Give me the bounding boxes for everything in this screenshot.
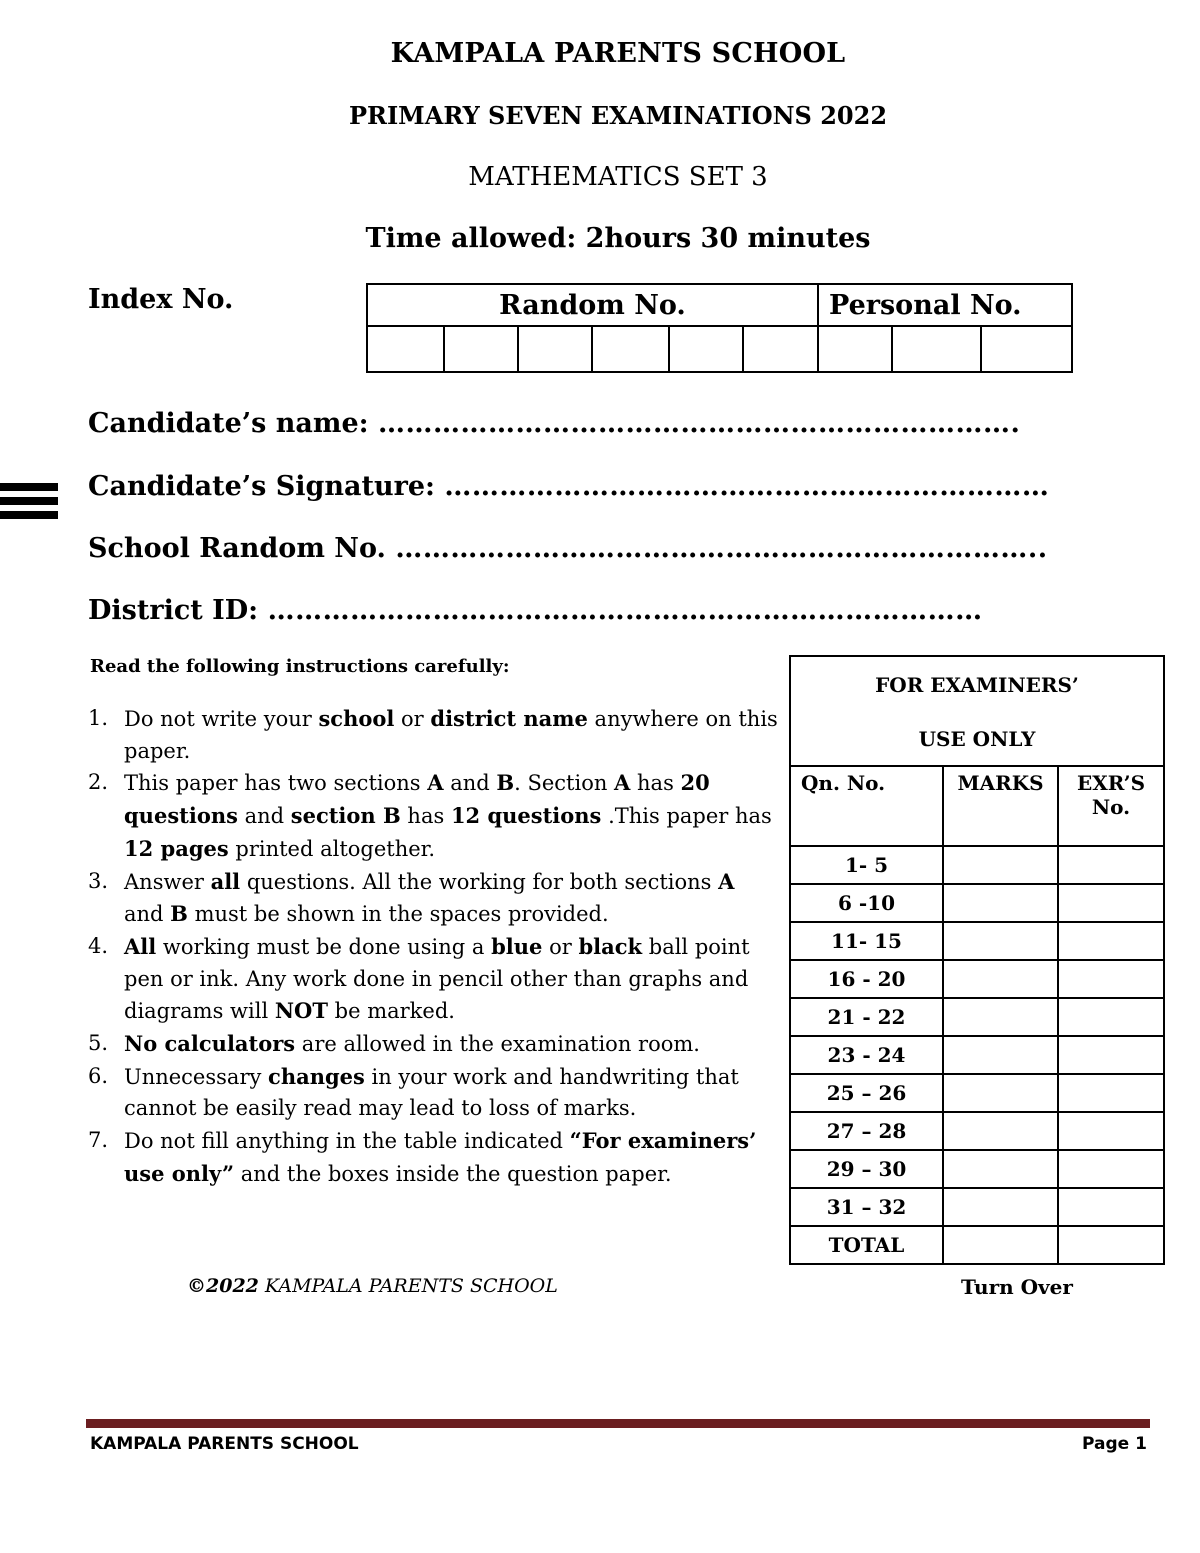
- candidate-name-dots: …………………………………………………………….: [378, 408, 1021, 439]
- instruction-bold-text: school: [318, 706, 395, 731]
- instruction-text: [124, 931, 778, 1028]
- district-id-label: District ID:: [88, 595, 259, 626]
- instruction-bold-text: B: [496, 770, 515, 796]
- instruction-number: 5.: [88, 1031, 109, 1056]
- personal-no-header: Personal No.: [818, 284, 1072, 326]
- index-number-table: [366, 283, 1073, 373]
- examiner-row: [790, 960, 1164, 998]
- instruction-text-part: and: [237, 804, 291, 829]
- question-range: 1- 5: [790, 846, 943, 884]
- instruction-item: [88, 703, 778, 767]
- school-title: KAMPALA PARENTS SCHOOL: [390, 38, 846, 69]
- marks-cell: [943, 960, 1058, 998]
- instruction-text-part: has: [630, 771, 681, 796]
- instruction-text: [124, 703, 778, 767]
- examiner-no-cell: [1058, 922, 1164, 960]
- index-box[interactable]: [518, 326, 592, 372]
- examiner-row: [790, 1188, 1164, 1226]
- question-range: 6 -10: [790, 884, 943, 922]
- index-box[interactable]: [743, 326, 818, 372]
- instruction-text-part: or: [394, 707, 431, 731]
- instruction-text-part: and: [124, 902, 171, 927]
- instructions-heading: Read the following instructions carefully:: [90, 656, 510, 677]
- instruction-text-part: has: [400, 804, 451, 829]
- instruction-bold-text: black: [578, 933, 643, 959]
- instruction-text-part: Answer: [124, 869, 211, 894]
- col-exr-header: EXR’S No.: [1058, 766, 1164, 846]
- candidate-signature-dots: …………………………………………………………: [444, 471, 1050, 502]
- instruction-text-part: .This paper has: [601, 804, 772, 829]
- instruction-item: [88, 931, 778, 1028]
- instruction-text-part: This paper has two sections: [124, 771, 428, 796]
- question-range: 25 – 26: [790, 1074, 943, 1112]
- instruction-bold-text: 20 questions: [124, 770, 710, 829]
- instruction-text: [124, 1125, 778, 1190]
- examiner-no-cell: [1058, 1036, 1164, 1074]
- instruction-bold-text: All: [124, 933, 157, 959]
- instruction-text: [124, 866, 778, 931]
- instruction-bold-text: district name: [430, 706, 588, 731]
- instruction-number: 2.: [88, 770, 109, 795]
- examiner-row: [790, 884, 1164, 922]
- copyright: [187, 1275, 558, 1297]
- exam-title: PRIMARY SEVEN EXAMINATIONS 2022: [348, 101, 888, 130]
- instruction-text-part: Do not write your: [124, 707, 319, 731]
- instruction-item: [88, 866, 778, 931]
- examiner-no-cell: [1058, 1112, 1164, 1150]
- index-box[interactable]: [818, 326, 892, 372]
- instruction-item: [88, 1061, 778, 1125]
- question-range: 27 – 28: [790, 1112, 943, 1150]
- school-random-field[interactable]: [88, 533, 1048, 564]
- question-range: 29 – 30: [790, 1150, 943, 1188]
- index-no-label: Index No.: [88, 284, 234, 315]
- examiner-no-cell: [1058, 1074, 1164, 1112]
- marks-cell: [943, 1074, 1058, 1112]
- marks-cell: [943, 884, 1058, 922]
- instruction-bold-text: A: [718, 868, 735, 894]
- instruction-item: [88, 767, 778, 865]
- instruction-bold-text: 12 pages: [124, 835, 229, 861]
- examiner-row: [790, 1074, 1164, 1112]
- examiners-title: [790, 656, 1164, 766]
- school-random-label: School Random No.: [88, 533, 386, 564]
- instruction-text-part: and: [443, 771, 497, 796]
- instruction-text-part: in your work and handwriting that cannot be easily read may lead to loss of marks.: [124, 1064, 739, 1121]
- random-no-header: Random No.: [367, 284, 818, 326]
- question-range: 16 - 20: [790, 960, 943, 998]
- marks-cell: [943, 1150, 1058, 1188]
- instruction-bold-text: changes: [268, 1063, 365, 1089]
- question-range: 23 - 24: [790, 1036, 943, 1074]
- instruction-bold-text: “For examiners’ use only”: [124, 1128, 757, 1186]
- instruction-text-part: ball point pen or ink. Any work done in pencil other than graphs and diagrams will: [124, 934, 750, 1024]
- question-range: 21 - 22: [790, 998, 943, 1036]
- examiner-no-cell: [1058, 998, 1164, 1036]
- examiner-no-cell: [1058, 1188, 1164, 1226]
- instruction-item: [88, 1028, 778, 1061]
- marks-cell: [943, 1188, 1058, 1226]
- candidate-name-field[interactable]: [88, 408, 1020, 439]
- instruction-text-part: be marked.: [327, 999, 455, 1024]
- instruction-bold-text: A: [614, 770, 631, 796]
- question-range: TOTAL: [790, 1226, 943, 1264]
- instruction-text-part: are allowed in the examination room.: [295, 1032, 700, 1057]
- marks-cell: [943, 1112, 1058, 1150]
- instruction-text-part: . Section: [514, 771, 615, 796]
- examiner-row: [790, 1150, 1164, 1188]
- index-box[interactable]: [981, 326, 1072, 372]
- examiners-title-line1: FOR EXAMINERS’: [875, 673, 1079, 697]
- question-range: 11- 15: [790, 922, 943, 960]
- instruction-text-part: and the boxes inside the question paper.: [234, 1161, 672, 1186]
- candidate-name-label: Candidate’s name:: [88, 408, 369, 439]
- instruction-bold-text: section B: [290, 803, 401, 829]
- examiner-row: [790, 1112, 1164, 1150]
- instruction-text: [124, 1028, 778, 1061]
- examiner-row: [790, 922, 1164, 960]
- footer-school: KAMPALA PARENTS SCHOOL: [90, 1434, 359, 1454]
- instruction-number: 7.: [88, 1128, 109, 1153]
- school-random-dots: ……………………………………………………………..: [395, 533, 1048, 564]
- copyright-year: ©2022: [187, 1275, 259, 1297]
- col-marks-header: MARKS: [943, 766, 1058, 846]
- copyright-text: KAMPALA PARENTS SCHOOL: [258, 1275, 558, 1297]
- examiner-row: [790, 1036, 1164, 1074]
- instruction-number: 3.: [88, 868, 109, 893]
- turn-over: Turn Over: [961, 1275, 1073, 1299]
- examiners-table: [789, 655, 1165, 1265]
- instruction-bold-text: No calculators: [124, 1031, 296, 1057]
- index-box[interactable]: [592, 326, 669, 372]
- instruction-item: [88, 1125, 778, 1190]
- question-range: 31 – 32: [790, 1188, 943, 1226]
- subject-title: MATHEMATICS SET 3: [468, 162, 768, 192]
- examiner-no-cell: [1058, 1226, 1164, 1264]
- instruction-text-part: printed altogether.: [228, 836, 436, 861]
- examiner-row: [790, 846, 1164, 884]
- instruction-bold-text: B: [170, 901, 188, 927]
- index-box[interactable]: [669, 326, 743, 372]
- time-allowed: Time allowed: 2hours 30 minutes: [365, 223, 871, 254]
- examiner-row: [790, 998, 1164, 1036]
- footer-divider: [86, 1419, 1150, 1428]
- marks-cell: [943, 922, 1058, 960]
- menu-icon[interactable]: [0, 483, 58, 531]
- examiners-title-line2: USE ONLY: [918, 727, 1036, 751]
- instruction-text-part: Do not fill anything in the table indicated: [124, 1129, 570, 1154]
- instruction-bold-text: 12 questions: [450, 803, 602, 829]
- index-box[interactable]: [892, 326, 981, 372]
- instruction-text-part: must be shown in the spaces provided.: [187, 902, 609, 927]
- instruction-number: 4.: [88, 933, 109, 958]
- instruction-text: [124, 767, 778, 865]
- marks-cell: [943, 846, 1058, 884]
- col-qn-header: Qn. No.: [790, 766, 943, 846]
- index-box[interactable]: [367, 326, 444, 372]
- page-number: Page 1: [1082, 1434, 1147, 1454]
- instruction-text-part: anywhere on this paper.: [124, 707, 778, 763]
- instruction-text-part: questions. All the working for both sections: [240, 869, 719, 894]
- district-id-field[interactable]: [88, 595, 983, 626]
- instruction-text-part: working must be done using a: [156, 934, 492, 959]
- instruction-text: [124, 1061, 778, 1125]
- instruction-bold-text: A: [427, 770, 444, 796]
- district-id-dots: ……………………………………………………………………: [267, 595, 983, 626]
- instruction-number: 6.: [88, 1063, 109, 1088]
- index-box[interactable]: [444, 326, 518, 372]
- candidate-signature-field[interactable]: [88, 471, 1049, 502]
- instruction-number: 1.: [88, 706, 109, 730]
- candidate-signature-label: Candidate’s Signature:: [88, 471, 436, 502]
- instruction-bold-text: all: [210, 868, 241, 894]
- instruction-text-part: or: [542, 934, 579, 959]
- instruction-bold-text: NOT: [274, 998, 328, 1024]
- marks-cell: [943, 1036, 1058, 1074]
- marks-cell: [943, 1226, 1058, 1264]
- marks-cell: [943, 998, 1058, 1036]
- examiner-no-cell: [1058, 846, 1164, 884]
- examiner-no-cell: [1058, 884, 1164, 922]
- instructions-list: [88, 703, 778, 1191]
- examiner-row: [790, 1226, 1164, 1264]
- examiner-no-cell: [1058, 1150, 1164, 1188]
- examiner-no-cell: [1058, 960, 1164, 998]
- instruction-text-part: Unnecessary: [124, 1064, 269, 1089]
- instruction-bold-text: blue: [491, 933, 543, 959]
